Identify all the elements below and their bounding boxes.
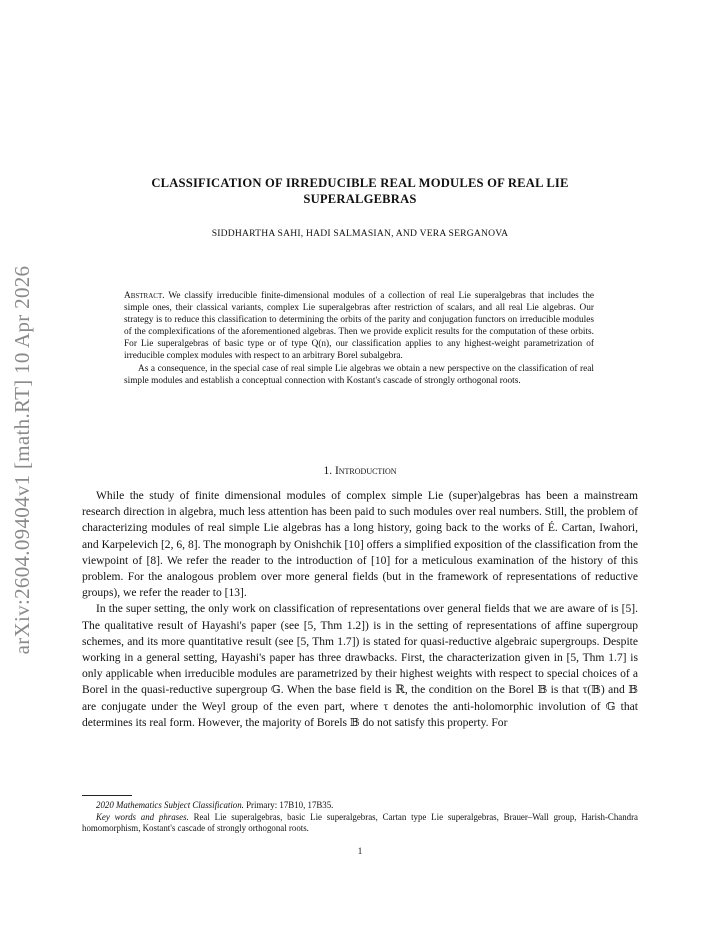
footnote-rule [82, 795, 132, 796]
paper-title [82, 175, 638, 207]
introduction-body [82, 488, 638, 731]
intro-paragraph-1: While the study of finite dimensional modules of complex simple Lie (super)algebras has been a mainstream research direction in algebra, much less attention has been paid to such modules over real numbers. Still, the problem of characterizing modules of real simple Lie algebras has a long history, going back to the works of É. Cartan, Iwahori, and Karpelevich [2, 6, 8]. The monograph by Onishchik [10] offers a simplified exposition of the classification from the viewpoint of [8]. We refer the reader to the introduction of [10] for a meticulous examination of the history of this problem. For the analogous problem over more general fields (but in the framework of representations of reductive groups), we refer the reader to [13]. [82, 490, 638, 600]
keywords-value: Real Lie superalgebras, basic Lie superalgebras, Cartan type Lie superalgebras, Brauer–Wall group, Harish-Chandra homomorphism, Kostant's cascade of strongly orthogonal roots. [82, 811, 638, 833]
title-line-1: CLASSIFICATION OF IRREDUCIBLE REAL MODULES OF REAL LIE [151, 176, 569, 190]
abstract-heading: Abstract. [124, 291, 165, 301]
footnote-msc [82, 800, 638, 812]
page-number: 1 [357, 846, 363, 856]
section-heading-introduction: 1. Introduction [323, 465, 397, 477]
title-line-2: SUPERALGEBRAS [303, 192, 417, 206]
abstract-text-1: We classify irreducible finite-dimensional modules of a collection of real Lie superalgebras that includes the simple ones, their classical variants, complex Lie superalgebras after restriction of scalars, and all real Lie algebras. Our strategy is to reduce this classification to determining the orbits of the parity and conjugation functors on irreducible modules of the complexifications of the aforementioned algebras. Then we provide explicit results for the computation of these orbits. For Lie superalgebras of basic type or of type Q(n), our classification applies to any highest-weight parametrization of irreducible complex modules with respect to an arbitrary Borel subalgebra. [124, 291, 594, 362]
intro-paragraph-2: In the super setting, the only work on classification of representations over general fields that we are aware of is [5]. The qualitative result of Hayashi's paper (see [5, Thm 1.2]) is in the setting of representations of affine supergroup schemes, and its more quantitative result (see [5, Thm 1.7]) is stated for quasi-reductive algebraic supergroups. Despite working in a general setting, Hayashi's paper has three drawbacks. First, the characterization given in [5, Thm 1.7] is only applicable when irreducible modules are parametrized by their highest weights with respect to special choices of a Borel in the quasi-reductive supergroup 𝔾. When the base field is ℝ, the condition on the Borel 𝔹 is that τ(𝔹) and 𝔹 are conjugate under the Weyl group of the even part, where τ denotes the anti-holomorphic involution of 𝔾 that determines its real form. However, the majority of Borels 𝔹 do not satisfy this property. For [82, 603, 638, 729]
abstract-paragraph-1 [124, 290, 594, 363]
msc-label: 2020 Mathematics Subject Classification. [96, 800, 244, 810]
keywords-label: Key words and phrases. [96, 811, 189, 822]
abstract [124, 290, 594, 387]
footnotes [82, 800, 638, 835]
arxiv-identifier-stamp: arXiv:2604.09404v1 [math.RT] 10 Apr 2026 [10, 265, 34, 655]
abstract-paragraph-2: As a consequence, in the special case of real simple Lie algebras we obtain a new perspective on the classification of real simple modules and establish a conceptual connection with Kostant's cascade of strongly orthogonal roots. [124, 363, 594, 386]
author-list: SIDDHARTHA SAHI, HADI SALMASIAN, AND VERA SERGANOVA [211, 228, 509, 239]
msc-value: Primary: 17B10, 17B35. [246, 800, 334, 810]
footnote-keywords [82, 812, 638, 835]
